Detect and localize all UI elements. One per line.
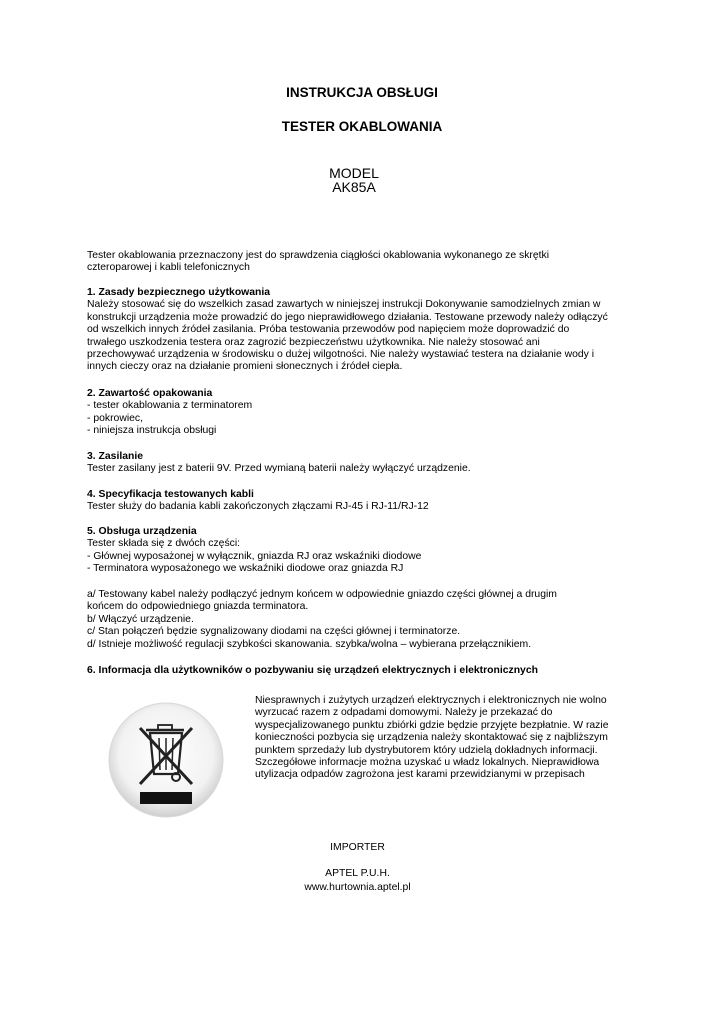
list-item: - niniejsza instrukcja obsługi: [87, 425, 217, 437]
step-line: a/ Testowany kabel należy podłączyć jednym końcem w odpowiednie gniazdo części głównej a drugim: [87, 589, 557, 600]
step-line: b/ Włączyć urządzenie.: [87, 613, 194, 625]
weee-line: utylizacja odpadów zagrożona jest karami przewidzianymi w przepisach: [255, 769, 585, 781]
step-line: d/ Istnieje możliwość regulacji szybkości skanowania. szybka/wolna – wybierana przełącznikiem.: [87, 638, 532, 650]
weee-line: konieczności pozbycia się urządzenia należy skontaktować się z najbliższym: [255, 732, 608, 744]
section-cable-spec: [87, 489, 647, 514]
section-line: Należy stosować się do wszelkich zasad zawartych w niniejszej instrukcji Dokonywanie samodzielnych zmian w: [87, 299, 601, 311]
section-heading: 3. Zasilanie: [87, 451, 144, 462]
section-line: Tester składa się z dwóch części:: [87, 538, 241, 550]
section-safety: [87, 287, 647, 374]
step-line: końcem do odpowiedniego gniazda terminatora.: [87, 601, 309, 613]
list-item: - pokrowiec,: [87, 412, 144, 424]
step-line: c/ Stan połączeń będzie sygnalizowany diodami na części głównej i terminatorze.: [87, 626, 461, 638]
weee-bin-icon: [106, 700, 226, 820]
section-line: przechowywać urządzenia w środowisku o dużej wilgotności. Nie należy wystawiać testera na działanie wody i: [87, 349, 595, 361]
section-power: [87, 451, 647, 476]
weee-line: punktem sprzedaży lub dystrybutorem który udzielą dokładnych informacji.: [255, 744, 598, 756]
section-line: konstrukcji urządzenia może prowadzić do jego nieprawidłowego działania. Testowane przewody należy odłączyć: [87, 311, 608, 323]
section-heading-weee: 6. Informacja dla użytkowników o pozbywaniu się urządzeń elektrycznych i elektronicznych: [87, 665, 538, 676]
intro-line: Tester okablowania przeznaczony jest do sprawdzenia ciągłości okablowania wykonanego ze skrętki: [87, 250, 550, 261]
section-line: Tester zasilany jest z baterii 9V. Przed wymianą baterii należy wyłączyć urządzenie.: [87, 463, 471, 475]
section-line: Tester służy do badania kabli zakończonych złączami RJ-45 i RJ-11/RJ-12: [87, 501, 429, 513]
model-value: AK85A: [332, 179, 376, 195]
section-operation: [87, 526, 647, 576]
operation-steps: [87, 589, 647, 651]
document-subtitle: TESTER OKABLOWANIA: [281, 119, 443, 134]
model-label: MODEL: [329, 165, 379, 181]
section-line: innych cieczy oraz na działanie promieni słonecznych i źródeł ciepła.: [87, 361, 403, 373]
importer-label: IMPORTER: [330, 842, 385, 853]
list-item: - Terminatora wyposażonego we wskaźniki diodowe oraz gniazda RJ: [87, 563, 404, 575]
document-title: INSTRUKCJA OBSŁUGI: [286, 85, 438, 100]
intro-paragraph: [87, 250, 647, 275]
list-item: - Głównej wyposażonej w wyłącznik, gniazda RJ oraz wskaźniki diodowe: [87, 550, 422, 562]
section-heading: 1. Zasady bezpiecznego użytkowania: [87, 287, 271, 298]
weee-line: Niesprawnych i zużytych urządzeń elektrycznych i elektronicznych nie wolno: [255, 695, 607, 706]
weee-line: Szczegółowe informacje można uzyskać u władz lokalnych. Nieprawidłowa: [255, 757, 600, 769]
section-package-contents: [87, 388, 647, 438]
section-line: trwałego uszkodzenia testera oraz zagrozić bezpieczeństwu użytkownika. Nie należy stosować ani: [87, 336, 540, 348]
weee-paragraph: [255, 695, 645, 782]
importer-website[interactable]: www.hurtownia.aptel.pl: [304, 882, 411, 893]
section-line: od wszelkich innych źródeł zasilania. Próba testowania przewodów pod napięciem może doprowadzić do: [87, 324, 570, 336]
section-heading: 2. Zawartość opakowania: [87, 388, 213, 399]
section-heading: 5. Obsługa urządzenia: [87, 526, 197, 537]
intro-line: czteroparowej i kabli telefonicznych: [87, 262, 250, 274]
section-heading: 4. Specyfikacja testowanych kabli: [87, 489, 254, 500]
weee-line: wyspecjalizowanego punktu zbiórki gdzie będzie przyjęte bezpłatnie. W razie: [255, 719, 609, 731]
weee-line: wyrzucać razem z odpadami domowymi. Należy je przekazać do: [255, 707, 553, 719]
list-item: - tester okablowania z terminatorem: [87, 400, 253, 412]
importer-company: APTEL P.U.H.: [325, 868, 390, 879]
